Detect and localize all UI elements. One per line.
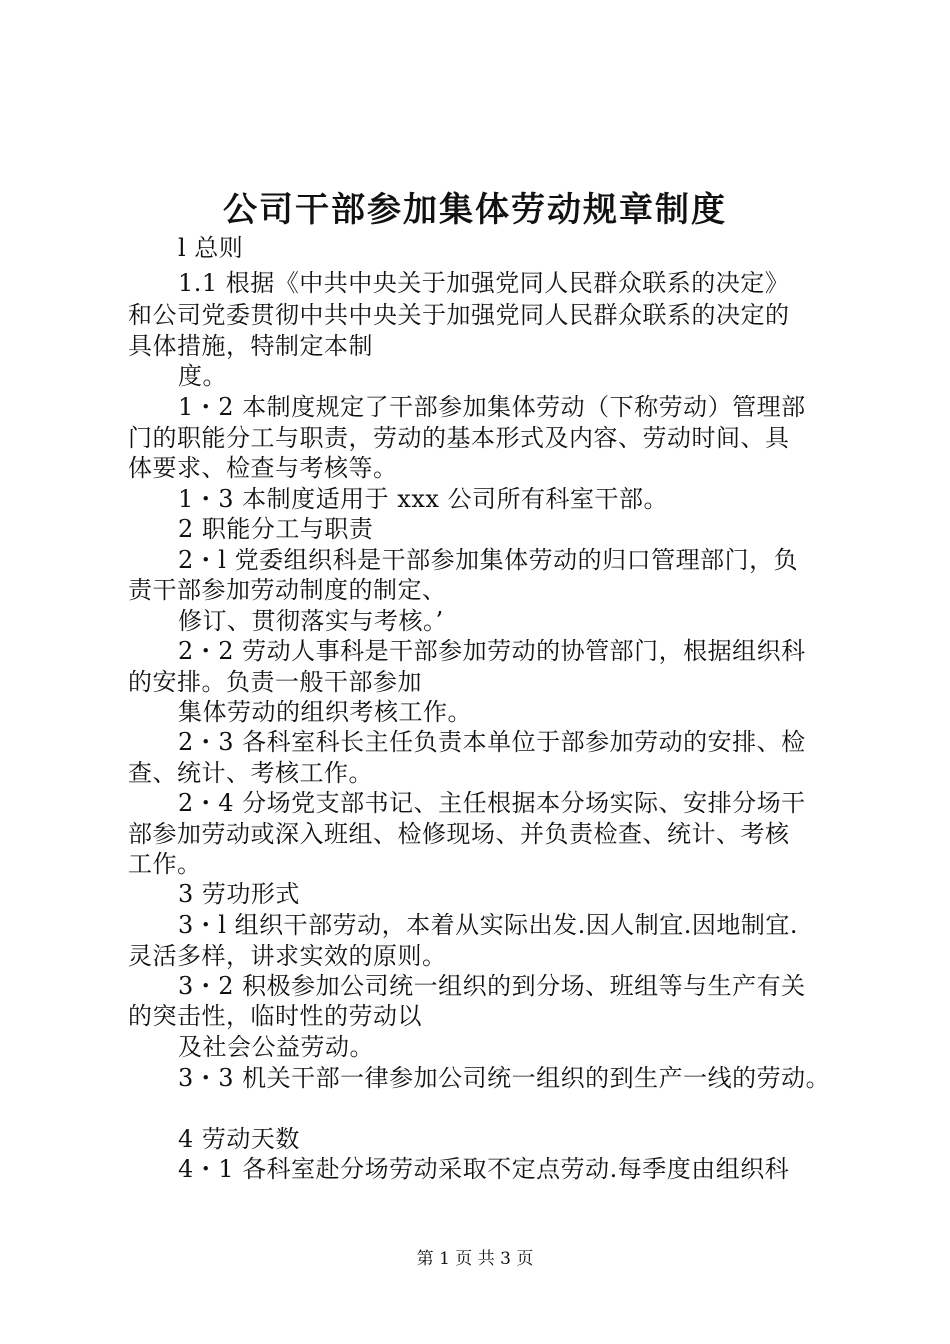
paragraph-line: 1.1 根据《中共中央关于加强党同人民群众联系的决定》 [178,269,790,297]
paragraph-line: 3・2 积极参加公司统一组织的到分场、班组等与生产有关 [178,972,806,1000]
paragraph-line: 4・1 各科室赴分场劳动采取不定点劳动.每季度由组织科 [178,1155,790,1183]
document-title: 公司干部参加集体劳动规章制度 [223,190,727,230]
paragraph-line: 2・3 各科室科长主任负责本单位于部参加劳动的安排、检 [178,728,806,756]
section-heading: 2 职能分工与职责 [178,515,374,543]
paragraph-line: 2・4 分场党支部书记、主任根据本分场实际、安排分场干 [178,789,806,817]
section-heading: l 总则 [178,234,244,262]
page-number: 第 1 页 共 3 页 [416,1249,534,1269]
section-heading: 3 劳功形式 [178,880,300,908]
paragraph-line: 查、统计、考核工作。 [128,759,373,787]
paragraph-line: 度。 [178,362,227,390]
paragraph-line: 工作。 [128,850,202,878]
paragraph-line: 灵活多样，讲求实效的原则。 [128,942,447,970]
paragraph-line: 1・3 本制度适用于 xxx 公司所有科室干部。 [178,485,669,513]
paragraph-line: 责干部参加劳动制度的制定、 [128,576,447,604]
paragraph-line: 1・2 本制度规定了干部参加集体劳动（下称劳动）管理部 [178,393,806,421]
paragraph-line: 部参加劳动或深入班组、检修现场、并负责检查、统计、考核 [128,820,790,848]
paragraph-line: 门的职能分工与职责，劳动的基本形式及内容、劳动时间、具 [128,424,790,452]
paragraph-line: 体要求、检查与考核等。 [128,454,398,482]
paragraph-line: 修订、贯彻落实与考核。’ [178,607,444,635]
section-heading: 4 劳动天数 [178,1125,300,1153]
paragraph-line: 的安排。负责一般干部参加 [128,668,422,696]
paragraph-line: 具体措施，特制定本制 [128,332,373,360]
paragraph-line: 的突击性，临时性的劳动以 [128,1002,422,1030]
paragraph-line: 集体劳动的组织考核工作。 [178,698,472,726]
paragraph-line: 3・l 组织干部劳动，本着从实际出发.因人制宜.因地制宜. [178,911,798,939]
paragraph-line: 3・3 机关干部一律参加公司统一组织的到生产一线的劳动。 [178,1064,831,1092]
paragraph-line: 2・l 党委组织科是干部参加集体劳动的归口管理部门，负 [178,546,799,574]
paragraph-line: 2・2 劳动人事科是干部参加劳动的协管部门，根据组织科 [178,637,806,665]
paragraph-line: 及社会公益劳动。 [178,1033,374,1061]
paragraph-line: 和公司党委贯彻中共中央关于加强党同人民群众联系的决定的 [128,301,790,329]
